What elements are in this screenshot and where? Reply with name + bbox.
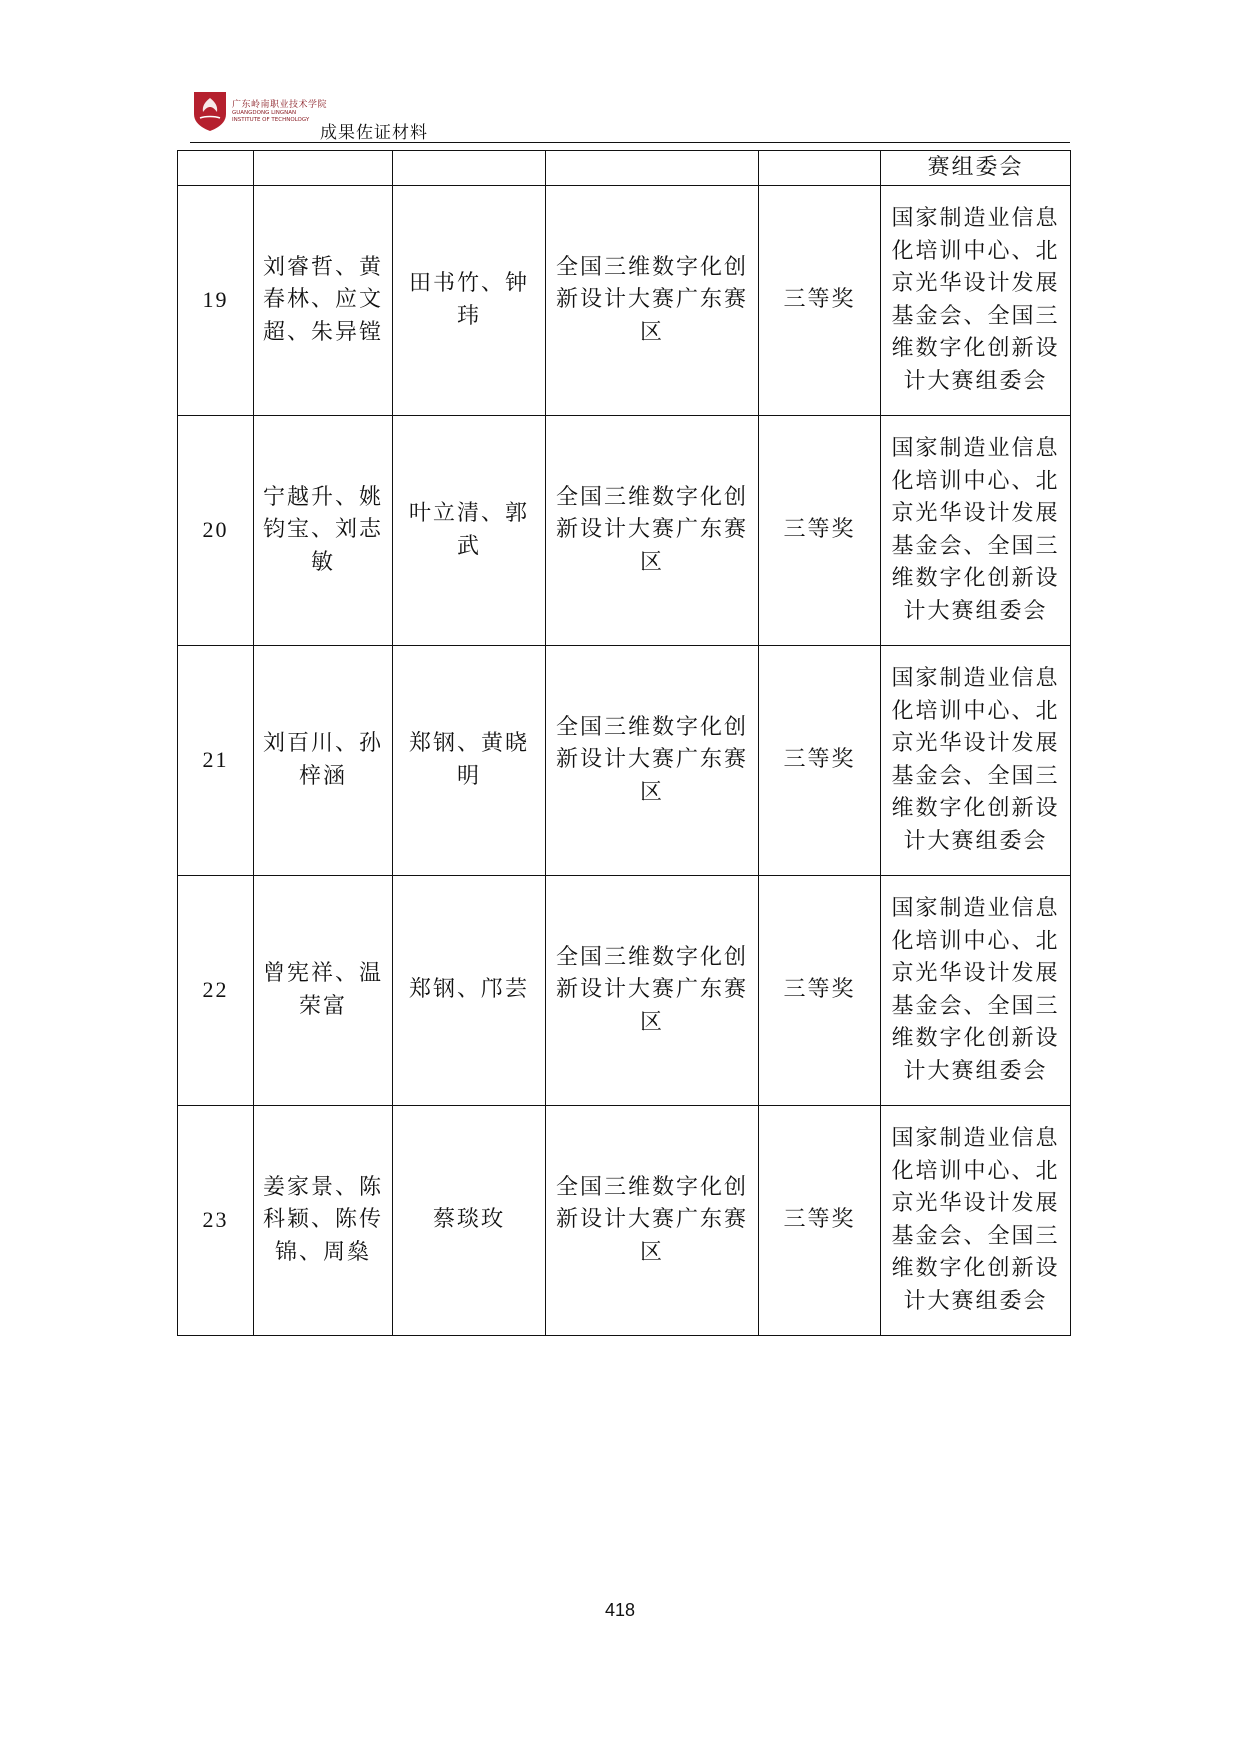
table-row: [178, 186, 1071, 416]
page-number: 418: [604, 1600, 636, 1620]
cell-competition: 全国三维数字化创新设计大赛广东赛区: [546, 416, 759, 646]
table-row-continued: [178, 151, 1071, 186]
cell-students: [254, 151, 393, 186]
table-row: [178, 876, 1071, 1106]
cell-number: [178, 151, 254, 186]
cell-advisors: 郑钢、邝芸: [393, 876, 546, 1106]
school-name-cn: 广东岭南职业技术学院: [232, 100, 328, 110]
cell-number: 22: [178, 876, 254, 1106]
table-row: [178, 1106, 1071, 1336]
cell-advisors: 叶立清、郭武: [393, 416, 546, 646]
cell-number: 23: [178, 1106, 254, 1336]
cell-competition: 全国三维数字化创新设计大赛广东赛区: [546, 186, 759, 416]
cell-competition: 全国三维数字化创新设计大赛广东赛区: [546, 646, 759, 876]
cell-advisors: [393, 151, 546, 186]
cell-advisors: 郑钢、黄晓明: [393, 646, 546, 876]
cell-organizer: 国家制造业信息化培训中心、北京光华设计发展基金会、全国三维数字化创新设计大赛组委会: [881, 646, 1071, 876]
cell-organizer: 国家制造业信息化培训中心、北京光华设计发展基金会、全国三维数字化创新设计大赛组委会: [881, 876, 1071, 1106]
cell-number: 19: [178, 186, 254, 416]
cell-organizer: 国家制造业信息化培训中心、北京光华设计发展基金会、全国三维数字化创新设计大赛组委会: [881, 186, 1071, 416]
cell-award: 三等奖: [759, 1106, 881, 1336]
table-row: [178, 646, 1071, 876]
table-row: [178, 416, 1071, 646]
cell-award: 三等奖: [759, 416, 881, 646]
cell-organizer: 国家制造业信息化培训中心、北京光华设计发展基金会、全国三维数字化创新设计大赛组委会: [881, 416, 1071, 646]
cell-award: [759, 151, 881, 186]
school-name-en-line1: GUANGDONG LINGNAN: [232, 110, 297, 116]
cell-award: 三等奖: [759, 876, 881, 1106]
cell-students: 刘百川、孙梓涵: [254, 646, 393, 876]
cell-organizer: 赛组委会: [881, 151, 1071, 186]
school-logo-icon: [190, 88, 230, 132]
cell-students: 曾宪祥、温荣富: [254, 876, 393, 1106]
cell-students: 刘睿哲、黄春林、应文超、朱异镗: [254, 186, 393, 416]
cell-advisors: 蔡琰玫: [393, 1106, 546, 1336]
document-label: 成果佐证材料: [320, 123, 428, 143]
cell-students: 宁越升、姚钧宝、刘志敏: [254, 416, 393, 646]
cell-award: 三等奖: [759, 646, 881, 876]
cell-award: 三等奖: [759, 186, 881, 416]
cell-competition: 全国三维数字化创新设计大赛广东赛区: [546, 1106, 759, 1336]
cell-competition: 全国三维数字化创新设计大赛广东赛区: [546, 876, 759, 1106]
cell-organizer: 国家制造业信息化培训中心、北京光华设计发展基金会、全国三维数字化创新设计大赛组委会: [881, 1106, 1071, 1336]
school-name: [232, 97, 327, 124]
cell-number: 21: [178, 646, 254, 876]
cell-number: 20: [178, 416, 254, 646]
cell-advisors: 田书竹、钟玮: [393, 186, 546, 416]
cell-competition: [546, 151, 759, 186]
page-header: [190, 88, 1070, 144]
school-name-en-line2: INSTITUTE OF TECHNOLOGY: [232, 117, 310, 123]
header-divider: [190, 142, 1070, 143]
cell-students: 姜家景、陈科颖、陈传锦、周燊: [254, 1106, 393, 1336]
awards-table: [177, 150, 1071, 1336]
